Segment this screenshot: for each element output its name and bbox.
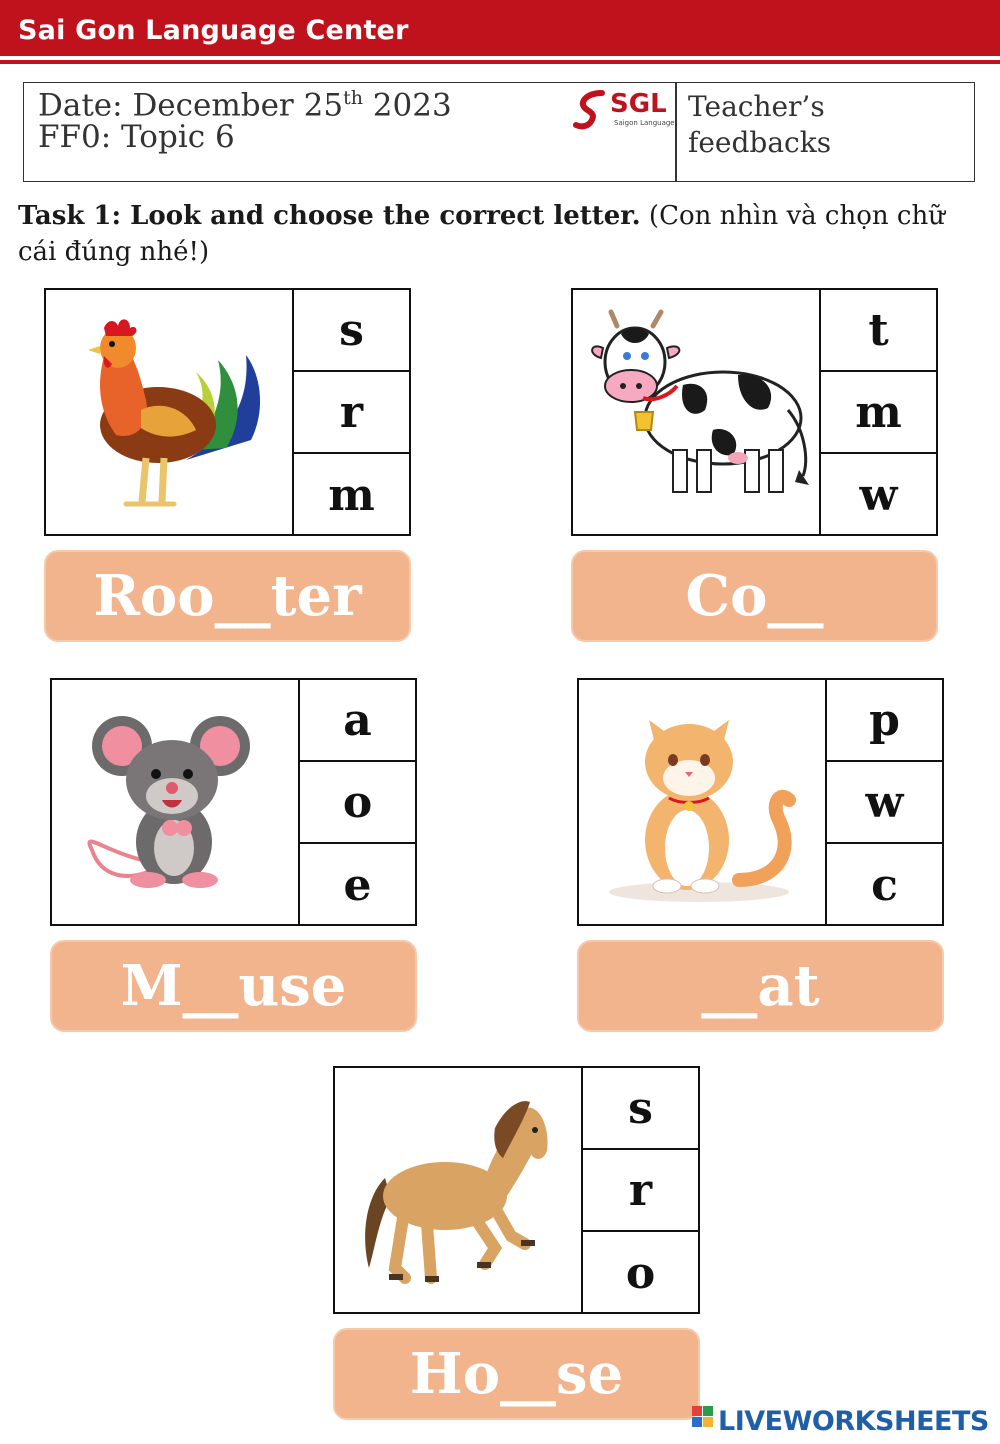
horse-picture: [335, 1068, 583, 1312]
sgl-logo: [572, 87, 676, 131]
mouse-icon: [52, 680, 298, 924]
info-box: [23, 82, 975, 182]
horse-icon: [335, 1068, 581, 1312]
option-cat-3[interactable]: c: [871, 859, 898, 911]
word-rooster[interactable]: Roo__ter: [44, 550, 411, 642]
option-mouse-2[interactable]: o: [300, 762, 415, 844]
option-mouse-1[interactable]: a: [300, 680, 415, 762]
option-cat-1[interactable]: p: [827, 680, 942, 762]
cow-picture: [573, 290, 821, 534]
topic-text: FF0: Topic 6: [38, 119, 235, 155]
info-box-divider: [675, 83, 677, 181]
option-cat-2[interactable]: w: [827, 762, 942, 844]
option-horse-2[interactable]: r: [583, 1150, 698, 1232]
cat-picture: [579, 680, 827, 924]
word-horse[interactable]: Ho__se: [333, 1328, 700, 1420]
cow-icon: [573, 290, 819, 534]
option-rooster-1[interactable]: s: [294, 290, 409, 372]
option-horse-3[interactable]: o: [625, 1247, 656, 1299]
question-card-horse: [333, 1066, 700, 1314]
word-cow[interactable]: Co__: [571, 550, 938, 642]
question-card-cat: [577, 678, 944, 926]
logo-text: SGL: [610, 89, 667, 119]
rooster-picture: [46, 290, 294, 534]
sgl-swoosh-icon: [572, 87, 612, 131]
liveworksheets-logo-icon: [692, 1404, 714, 1430]
cat-icon: [579, 680, 825, 924]
logo-subtext: Saigon Language: [614, 119, 675, 127]
question-card-rooster: [44, 288, 411, 536]
task-instructions: [18, 198, 958, 270]
word-mouse[interactable]: M__use: [50, 940, 417, 1032]
liveworksheets-text: LIVEWORKSHEETS: [718, 1406, 989, 1437]
option-cow-3[interactable]: w: [859, 469, 898, 521]
question-card-mouse: [50, 678, 417, 926]
word-cat[interactable]: __at: [577, 940, 944, 1032]
question-card-cow: [571, 288, 938, 536]
option-cow-1[interactable]: t: [821, 290, 936, 372]
task-title: Task 1: Look and choose the correct letter.: [18, 201, 641, 231]
teacher-feedback-label: Teacher’s feedbacks: [688, 90, 832, 159]
option-horse-1[interactable]: s: [583, 1068, 698, 1150]
liveworksheets-watermark: [692, 1404, 992, 1438]
option-rooster-3[interactable]: m: [328, 469, 375, 521]
date-text: Date: December 25th 2023: [38, 87, 452, 124]
header-banner: [0, 0, 1000, 56]
option-rooster-2[interactable]: r: [294, 372, 409, 454]
task-translation: (Con nhìn và chọn chữ cái đúng nhé!): [18, 201, 945, 267]
option-mouse-3[interactable]: e: [343, 859, 372, 911]
mouse-picture: [52, 680, 300, 924]
rooster-icon: [46, 290, 292, 534]
option-cow-2[interactable]: m: [821, 372, 936, 454]
header-divider-line: [0, 60, 1000, 64]
center-name: Sai Gon Language Center: [18, 15, 409, 46]
